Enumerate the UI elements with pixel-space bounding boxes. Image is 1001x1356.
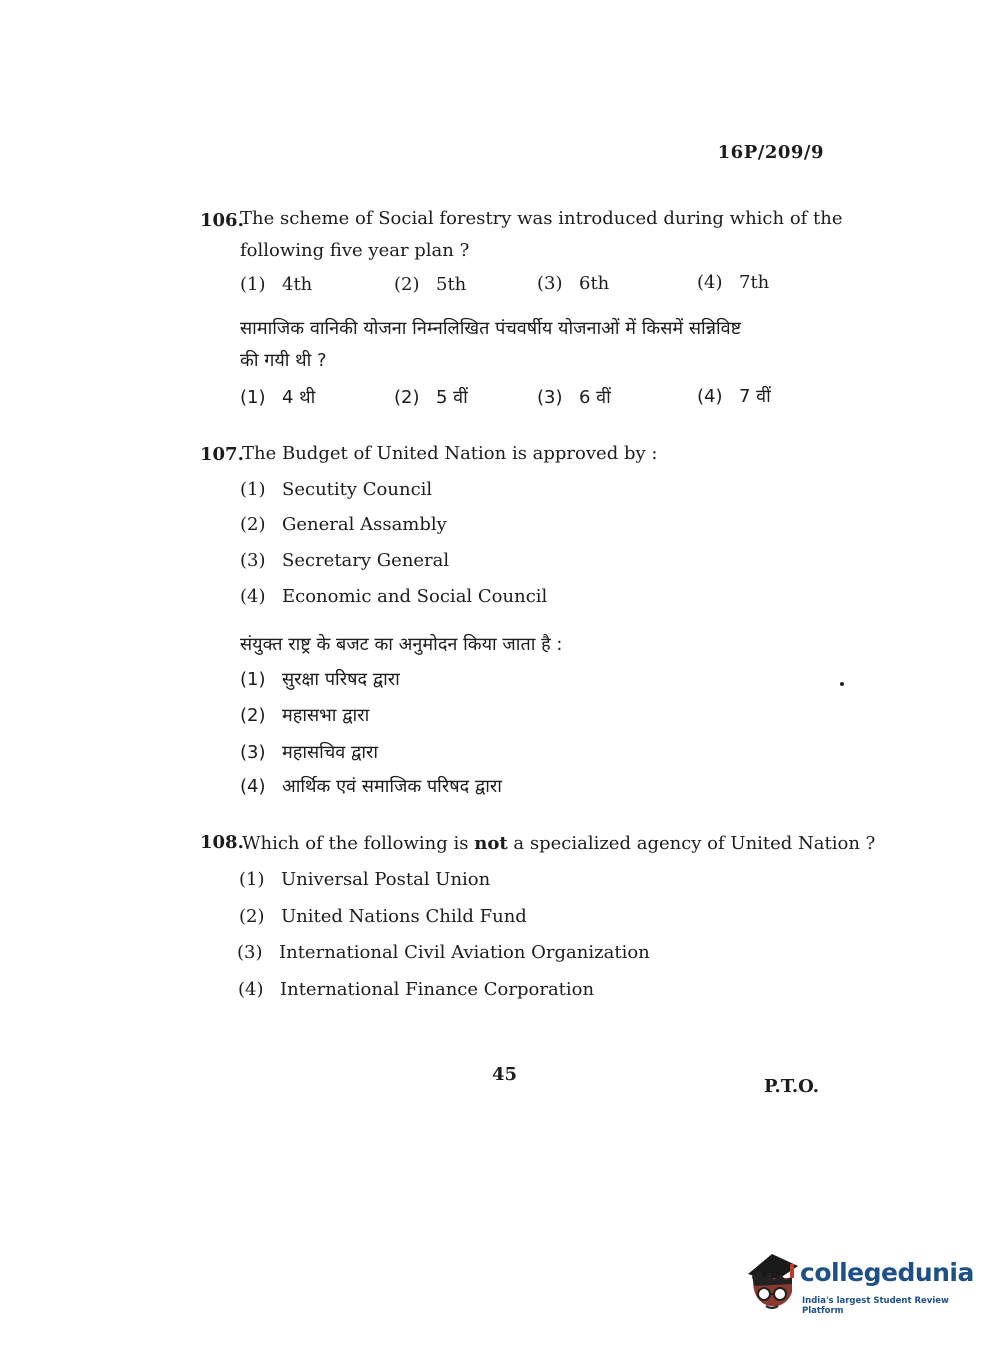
option-text: 4 थी — [282, 387, 316, 408]
option-4 — [240, 774, 502, 798]
paper-code: 16P/209/9 — [717, 142, 824, 163]
option-text: 6th — [579, 273, 610, 294]
question-text-line: The scheme of Social forestry was introduced during which of the — [240, 208, 843, 229]
option-number: (3) — [237, 942, 263, 963]
option-4 — [697, 384, 771, 408]
option-number: (2) — [394, 387, 420, 408]
option-text: Secretary General — [282, 550, 450, 571]
option-number: (3) — [240, 550, 266, 571]
question-number: 107. — [200, 444, 244, 465]
option-text: Economic and Social Council — [282, 586, 548, 607]
option-text: आर्थिक एवं समाजिक परिषद द्वारा — [282, 776, 502, 797]
question-number: 108. — [200, 832, 244, 853]
page-number: 45 — [492, 1064, 518, 1085]
option-2 — [239, 906, 527, 927]
option-3 — [537, 273, 609, 294]
option-number: (1) — [239, 869, 265, 890]
option-text: महासभा द्वारा — [282, 705, 370, 726]
option-number: (2) — [240, 514, 266, 535]
option-text: 6 वीं — [579, 387, 611, 408]
option-text: International Civil Aviation Organization — [279, 942, 650, 963]
option-number: (3) — [537, 273, 563, 294]
hindi-question-line: सामाजिक वानिकी योजना निम्नलिखित पंचवर्षीय योजनाओं में किसमें सन्निविष्ट — [240, 318, 742, 339]
option-text: सुरक्षा परिषद द्वारा — [282, 669, 400, 690]
option-1 — [240, 667, 400, 691]
option-number: (2) — [394, 274, 420, 295]
question-text-line: following five year plan ? — [240, 240, 470, 261]
option-text: 7th — [739, 272, 770, 293]
option-number: (1) — [240, 274, 266, 295]
option-text: 4th — [282, 274, 313, 295]
option-1 — [239, 869, 490, 890]
option-4 — [697, 272, 769, 293]
option-number: (1) — [240, 479, 266, 500]
option-text: Universal Postal Union — [281, 869, 491, 890]
option-number: (2) — [239, 906, 265, 927]
question-text-line — [242, 833, 875, 854]
option-3 — [237, 942, 650, 963]
option-number: (4) — [697, 386, 723, 407]
pto-label: P.T.O. — [764, 1076, 820, 1097]
option-3 — [240, 550, 449, 571]
option-3 — [240, 740, 378, 764]
collegedunia-watermark — [742, 1248, 972, 1318]
mascot-icon — [742, 1248, 802, 1314]
option-text: International Finance Corporation — [280, 979, 595, 1000]
option-text: 7 वीं — [739, 386, 771, 407]
brand-tagline: India's largest Student Review Platform — [802, 1296, 949, 1316]
option-number: (1) — [240, 669, 266, 690]
option-text: 5 वीं — [436, 387, 468, 408]
option-number: (3) — [240, 742, 266, 763]
option-2 — [394, 385, 468, 409]
question-text-line: The Budget of United Nation is approved by : — [242, 443, 658, 464]
question-text: a specialized agency of United Nation ? — [507, 833, 876, 854]
option-text: 5th — [436, 274, 467, 295]
hindi-question-line: की गयी थी ? — [240, 350, 327, 371]
option-text: General Assambly — [282, 514, 447, 535]
option-4 — [240, 586, 547, 607]
option-text: United Nations Child Fund — [281, 906, 527, 927]
option-number: (2) — [240, 705, 266, 726]
option-number: (4) — [238, 979, 264, 1000]
brand-name: collegedunia — [800, 1258, 974, 1287]
option-2 — [240, 703, 369, 727]
option-4 — [238, 979, 594, 1000]
question-number: 106. — [200, 210, 244, 231]
option-number: (4) — [697, 272, 723, 293]
emphasis-word: not — [474, 833, 508, 854]
option-text: महासचिव द्वारा — [282, 742, 379, 763]
option-number: (1) — [240, 387, 266, 408]
scan-speck — [840, 682, 844, 686]
option-number: (4) — [240, 586, 266, 607]
option-number: (4) — [240, 776, 266, 797]
option-2 — [240, 514, 447, 535]
option-number: (3) — [537, 387, 563, 408]
option-1 — [240, 274, 312, 295]
hindi-question-line: संयुक्त राष्ट्र के बजट का अनुमोदन किया जाता है : — [240, 634, 563, 655]
option-1 — [240, 385, 315, 409]
question-text: Which of the following is — [242, 833, 475, 854]
option-text: Secutity Council — [282, 479, 433, 500]
option-1 — [240, 479, 432, 500]
option-3 — [537, 385, 611, 409]
option-2 — [394, 274, 466, 295]
